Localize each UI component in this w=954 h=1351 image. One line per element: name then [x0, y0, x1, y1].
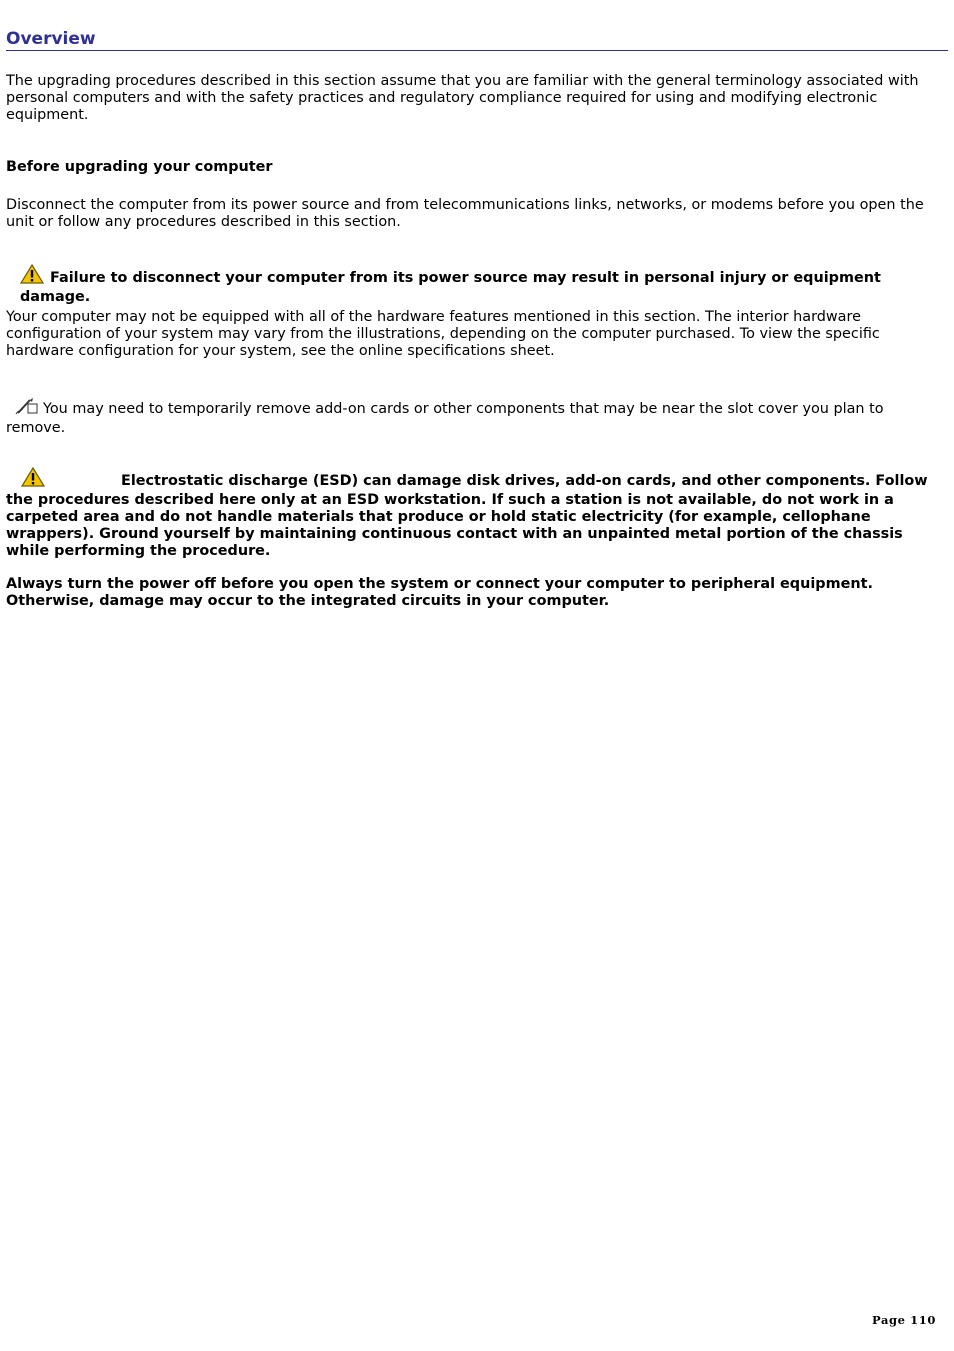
note-paragraph: [6, 397, 942, 437]
warning-icon: [21, 467, 45, 492]
note-text: You may need to temporarily remove add-on cards or other components that may be near the slot cover you plan to remove.: [6, 401, 884, 436]
section-title: Overview: [6, 29, 948, 51]
page-number: Page 110: [872, 1313, 936, 1327]
power-warning: [20, 264, 950, 306]
esd-warning: [6, 467, 942, 560]
power-off-paragraph: Always turn the power off before you open the system or connect your computer to peripheral equipment. Otherwise, damage may occur to the integrated circuits in your computer.: [6, 576, 873, 609]
esd-warning-text: Electrostatic discharge (ESD) can damage disk drives, add-on cards, and other components. Follow the procedures described here only at an ESD workstation. If such a station is not available, do not work in a carpeted area and do not handle materials that produce or hold static electricity (for example, cellophane wrappers). Ground yourself by maintaining continuous contact with an unpainted metal portion of the chassis while performing the procedure.: [6, 473, 928, 559]
intro-paragraph: The upgrading procedures described in this section assume that you are familiar with the general terminology associated with personal computers and with the safety practices and regulatory compliance required for using and modifying electronic equipment.: [6, 73, 919, 123]
hardware-paragraph: Your computer may not be equipped with all of the hardware features mentioned in this section. The interior hardware configuration of your system may vary from the illustrations, depending on the computer purchased. To view the specific hardware configuration for your system, see the online specifications sheet.: [6, 309, 880, 359]
warning-icon: [20, 264, 44, 289]
power-warning-text: Failure to disconnect your computer from its power source may result in personal injury or equipment damage.: [20, 270, 881, 305]
note-pencil-icon: [15, 397, 39, 420]
disconnect-paragraph: Disconnect the computer from its power source and from telecommunications links, networks, or modems before you open the unit or follow any procedures described in this section.: [6, 197, 924, 230]
subheading-before-upgrading: Before upgrading your computer: [6, 159, 273, 175]
